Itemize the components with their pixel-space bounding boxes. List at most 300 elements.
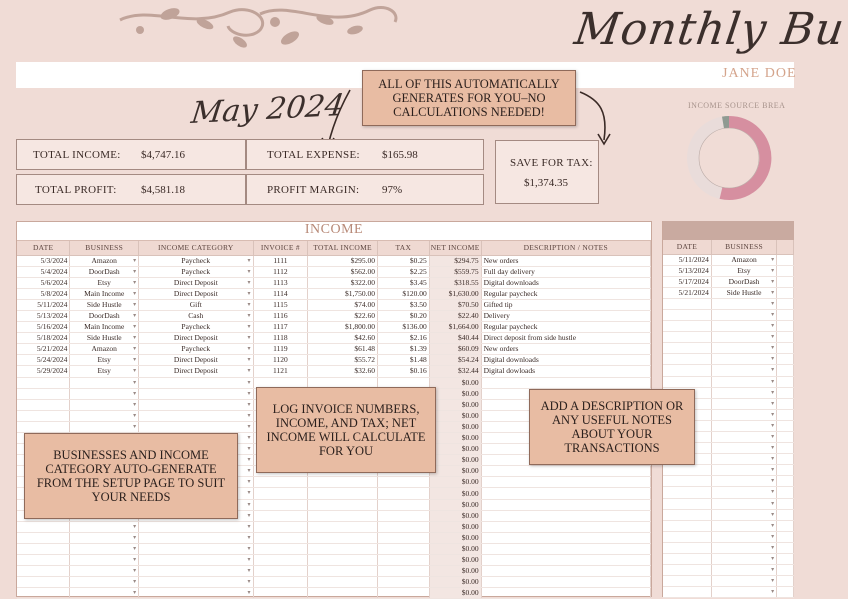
- income-cell[interactable]: $0.00: [429, 388, 481, 399]
- income-cell[interactable]: Digital downloads: [481, 277, 650, 288]
- income-cell[interactable]: [308, 532, 378, 543]
- income-cell[interactable]: [70, 543, 139, 554]
- table-row-empty[interactable]: [663, 332, 794, 343]
- expense-cell[interactable]: Amazon ▾: [711, 254, 776, 265]
- income-cell[interactable]: Etsy ▾: [70, 366, 139, 377]
- income-cell[interactable]: [17, 588, 70, 599]
- income-cell[interactable]: [139, 388, 253, 399]
- income-cell[interactable]: Regular paycheck: [481, 322, 650, 333]
- expense-cell[interactable]: [663, 509, 711, 520]
- expense-cell[interactable]: [711, 321, 776, 332]
- income-cell[interactable]: Amazon ▾: [70, 255, 139, 266]
- income-cell[interactable]: [139, 399, 253, 410]
- income-cell[interactable]: [139, 555, 253, 566]
- income-cell[interactable]: $1,630.00: [429, 288, 481, 299]
- income-cell[interactable]: [481, 510, 650, 521]
- income-cell[interactable]: 1119: [253, 344, 308, 355]
- expense-cell[interactable]: [777, 554, 794, 565]
- table-row[interactable]: [663, 287, 794, 298]
- income-cell[interactable]: [308, 521, 378, 532]
- income-cell[interactable]: [308, 543, 378, 554]
- expense-cell[interactable]: 5/21/2024: [663, 287, 711, 298]
- expense-cell[interactable]: [663, 576, 711, 587]
- expense-cell[interactable]: [711, 332, 776, 343]
- income-cell[interactable]: Paycheck ▾: [139, 255, 253, 266]
- income-cell[interactable]: $0.00: [429, 566, 481, 577]
- income-cell[interactable]: $0.00: [429, 455, 481, 466]
- income-cell[interactable]: [481, 466, 650, 477]
- income-cell[interactable]: [70, 532, 139, 543]
- income-cell[interactable]: [253, 566, 308, 577]
- income-cell[interactable]: [17, 532, 70, 543]
- income-cell[interactable]: [70, 566, 139, 577]
- income-cell[interactable]: DoorDash ▾: [70, 266, 139, 277]
- income-cell[interactable]: $0.00: [429, 555, 481, 566]
- expense-cell[interactable]: [777, 587, 794, 598]
- income-cell[interactable]: [17, 421, 70, 432]
- expense-cell[interactable]: [663, 476, 711, 487]
- income-cell[interactable]: Direct Deposit ▾: [139, 288, 253, 299]
- expense-cell[interactable]: [711, 432, 776, 443]
- income-cell[interactable]: DoorDash ▾: [70, 310, 139, 321]
- income-cell[interactable]: [377, 588, 429, 599]
- income-cell[interactable]: [253, 588, 308, 599]
- expense-cell[interactable]: [711, 531, 776, 542]
- income-cell[interactable]: [253, 510, 308, 521]
- income-cell[interactable]: [139, 421, 253, 432]
- expense-cell[interactable]: [777, 332, 794, 343]
- expense-cell[interactable]: [663, 332, 711, 343]
- income-cell[interactable]: 5/13/2024: [17, 310, 70, 321]
- income-cell[interactable]: Delivery: [481, 310, 650, 321]
- expense-cell[interactable]: [777, 432, 794, 443]
- income-cell[interactable]: [17, 399, 70, 410]
- income-cell[interactable]: $0.00: [429, 543, 481, 554]
- expense-cell[interactable]: [711, 542, 776, 553]
- table-row-empty[interactable]: [663, 565, 794, 576]
- expense-cell[interactable]: Etsy ▾: [711, 265, 776, 276]
- income-cell[interactable]: [253, 488, 308, 499]
- income-cell[interactable]: $1.39: [377, 344, 429, 355]
- income-cell[interactable]: [481, 555, 650, 566]
- expense-cell[interactable]: [777, 309, 794, 320]
- table-row[interactable]: [17, 255, 651, 266]
- expense-cell[interactable]: [777, 365, 794, 376]
- expense-cell[interactable]: Side Hustle ▾: [711, 287, 776, 298]
- expense-cell[interactable]: [663, 309, 711, 320]
- expense-cell[interactable]: [663, 520, 711, 531]
- income-cell[interactable]: Direct Deposit ▾: [139, 277, 253, 288]
- income-cell[interactable]: [70, 588, 139, 599]
- expense-cell[interactable]: [777, 420, 794, 431]
- income-cell[interactable]: [308, 588, 378, 599]
- income-cell[interactable]: [70, 410, 139, 421]
- income-cell[interactable]: $318.55: [429, 277, 481, 288]
- table-row-empty[interactable]: [663, 487, 794, 498]
- income-cell[interactable]: $1,800.00: [308, 322, 378, 333]
- income-cell[interactable]: Main Income ▾: [70, 288, 139, 299]
- income-cell[interactable]: $1,664.00: [429, 322, 481, 333]
- expense-cell[interactable]: [777, 520, 794, 531]
- table-row-empty[interactable]: [663, 476, 794, 487]
- table-row[interactable]: [17, 277, 651, 288]
- expense-cell[interactable]: [777, 542, 794, 553]
- income-cell[interactable]: [17, 377, 70, 388]
- income-cell[interactable]: [481, 477, 650, 488]
- income-cell[interactable]: [481, 499, 650, 510]
- income-cell[interactable]: [308, 577, 378, 588]
- table-row-empty[interactable]: [663, 354, 794, 365]
- expense-cell[interactable]: [711, 398, 776, 409]
- income-cell[interactable]: $61.48: [308, 344, 378, 355]
- income-cell[interactable]: [481, 532, 650, 543]
- income-cell[interactable]: $0.00: [429, 499, 481, 510]
- income-cell[interactable]: [139, 543, 253, 554]
- income-cell[interactable]: [139, 410, 253, 421]
- income-cell[interactable]: [70, 388, 139, 399]
- income-cell[interactable]: $295.00: [308, 255, 378, 266]
- expense-cell[interactable]: [711, 509, 776, 520]
- income-cell[interactable]: [308, 499, 378, 510]
- table-row[interactable]: [17, 366, 651, 377]
- income-cell[interactable]: Paycheck ▾: [139, 344, 253, 355]
- income-cell[interactable]: [70, 421, 139, 432]
- expense-cell[interactable]: [777, 576, 794, 587]
- expense-cell[interactable]: [663, 542, 711, 553]
- income-cell[interactable]: 1111: [253, 255, 308, 266]
- income-cell[interactable]: Main Income ▾: [70, 322, 139, 333]
- income-cell[interactable]: Direct Deposit ▾: [139, 333, 253, 344]
- expense-cell[interactable]: [711, 554, 776, 565]
- income-cell[interactable]: Full day delivery: [481, 266, 650, 277]
- expense-cell[interactable]: DoorDash ▾: [711, 276, 776, 287]
- income-cell[interactable]: 1121: [253, 366, 308, 377]
- income-cell[interactable]: 1116: [253, 310, 308, 321]
- income-cell[interactable]: [17, 566, 70, 577]
- table-row-empty[interactable]: [663, 321, 794, 332]
- income-cell[interactable]: [70, 555, 139, 566]
- income-cell[interactable]: $120.00: [377, 288, 429, 299]
- income-cell[interactable]: $40.44: [429, 333, 481, 344]
- expense-cell[interactable]: [777, 398, 794, 409]
- income-cell[interactable]: 5/8/2024: [17, 288, 70, 299]
- income-cell[interactable]: [17, 410, 70, 421]
- expense-cell[interactable]: [663, 376, 711, 387]
- expense-cell[interactable]: [663, 498, 711, 509]
- income-cell[interactable]: Direct Deposit ▾: [139, 366, 253, 377]
- income-cell[interactable]: Digital dowloads: [481, 366, 650, 377]
- table-row-empty[interactable]: [17, 566, 651, 577]
- table-row-empty[interactable]: [663, 376, 794, 387]
- table-row[interactable]: [663, 265, 794, 276]
- table-row-empty[interactable]: [17, 521, 651, 532]
- expense-cell[interactable]: [777, 531, 794, 542]
- income-cell[interactable]: Etsy ▾: [70, 355, 139, 366]
- income-cell[interactable]: [481, 521, 650, 532]
- table-row-empty[interactable]: [663, 520, 794, 531]
- expense-cell[interactable]: [777, 387, 794, 398]
- expense-cell[interactable]: [663, 487, 711, 498]
- income-cell[interactable]: $22.40: [429, 310, 481, 321]
- income-cell[interactable]: [308, 566, 378, 577]
- income-cell[interactable]: $22.60: [308, 310, 378, 321]
- income-cell[interactable]: $74.00: [308, 299, 378, 310]
- table-row-empty[interactable]: [663, 542, 794, 553]
- income-cell[interactable]: Paycheck ▾: [139, 266, 253, 277]
- income-cell[interactable]: $0.00: [429, 466, 481, 477]
- income-cell[interactable]: [377, 488, 429, 499]
- table-row-empty[interactable]: [663, 587, 794, 598]
- income-cell[interactable]: $322.00: [308, 277, 378, 288]
- expense-cell[interactable]: [711, 298, 776, 309]
- expense-cell[interactable]: [777, 476, 794, 487]
- expense-cell[interactable]: [777, 565, 794, 576]
- table-row[interactable]: [17, 322, 651, 333]
- table-row-empty[interactable]: [663, 343, 794, 354]
- table-row[interactable]: [17, 333, 651, 344]
- expense-cell[interactable]: [663, 321, 711, 332]
- table-row-empty[interactable]: [17, 588, 651, 599]
- income-cell[interactable]: [17, 555, 70, 566]
- income-cell[interactable]: 5/4/2024: [17, 266, 70, 277]
- income-cell[interactable]: Digital downloads: [481, 355, 650, 366]
- expense-cell[interactable]: [663, 465, 711, 476]
- income-cell[interactable]: $0.00: [429, 477, 481, 488]
- expense-cell[interactable]: [663, 354, 711, 365]
- income-cell[interactable]: $2.16: [377, 333, 429, 344]
- income-cell[interactable]: $3.50: [377, 299, 429, 310]
- income-cell[interactable]: $0.00: [429, 521, 481, 532]
- income-cell[interactable]: $0.00: [429, 510, 481, 521]
- income-cell[interactable]: Side Hustle ▾: [70, 299, 139, 310]
- table-row[interactable]: [17, 299, 651, 310]
- expense-cell[interactable]: [777, 254, 794, 265]
- income-cell[interactable]: 5/6/2024: [17, 277, 70, 288]
- income-cell[interactable]: $54.24: [429, 355, 481, 366]
- expense-cell[interactable]: [777, 298, 794, 309]
- expense-cell[interactable]: [663, 587, 711, 598]
- table-row[interactable]: [17, 288, 651, 299]
- expense-cell[interactable]: 5/13/2024: [663, 265, 711, 276]
- income-cell[interactable]: Gifted tip: [481, 299, 650, 310]
- table-row[interactable]: [17, 310, 651, 321]
- income-cell[interactable]: Amazon ▾: [70, 344, 139, 355]
- income-cell[interactable]: $0.00: [429, 588, 481, 599]
- income-cell[interactable]: Direct deposit from side hustle: [481, 333, 650, 344]
- income-cell[interactable]: [377, 543, 429, 554]
- expense-cell[interactable]: [711, 420, 776, 431]
- income-cell[interactable]: [308, 477, 378, 488]
- income-cell[interactable]: [139, 377, 253, 388]
- income-cell[interactable]: $3.45: [377, 277, 429, 288]
- income-cell[interactable]: 1113: [253, 277, 308, 288]
- income-cell[interactable]: Cash ▾: [139, 310, 253, 321]
- income-cell[interactable]: $0.00: [429, 577, 481, 588]
- expense-cell[interactable]: [663, 531, 711, 542]
- income-cell[interactable]: $0.00: [429, 377, 481, 388]
- income-cell[interactable]: Regular paycheck: [481, 288, 650, 299]
- income-cell[interactable]: [70, 377, 139, 388]
- income-cell[interactable]: $0.00: [429, 488, 481, 499]
- expense-cell[interactable]: [777, 376, 794, 387]
- income-cell[interactable]: [377, 477, 429, 488]
- income-cell[interactable]: [70, 521, 139, 532]
- income-cell[interactable]: 5/16/2024: [17, 322, 70, 333]
- income-cell[interactable]: [253, 555, 308, 566]
- expense-cell[interactable]: [711, 354, 776, 365]
- income-cell[interactable]: $0.16: [377, 366, 429, 377]
- income-cell[interactable]: 5/11/2024: [17, 299, 70, 310]
- expense-cell[interactable]: [777, 465, 794, 476]
- table-row-empty[interactable]: [663, 309, 794, 320]
- income-cell[interactable]: [481, 566, 650, 577]
- expense-cell[interactable]: [777, 509, 794, 520]
- table-row-empty[interactable]: [663, 298, 794, 309]
- expense-cell[interactable]: [711, 387, 776, 398]
- expense-cell[interactable]: [777, 354, 794, 365]
- income-cell[interactable]: New orders: [481, 344, 650, 355]
- expense-cell[interactable]: [711, 309, 776, 320]
- income-cell[interactable]: $136.00: [377, 322, 429, 333]
- income-cell[interactable]: [481, 543, 650, 554]
- income-cell[interactable]: $0.25: [377, 255, 429, 266]
- table-row[interactable]: [663, 276, 794, 287]
- income-cell[interactable]: [253, 532, 308, 543]
- expense-cell[interactable]: [711, 487, 776, 498]
- table-row[interactable]: [17, 344, 651, 355]
- table-row-empty[interactable]: [663, 465, 794, 476]
- income-cell[interactable]: $60.09: [429, 344, 481, 355]
- table-row-empty[interactable]: [663, 365, 794, 376]
- table-row-empty[interactable]: [663, 554, 794, 565]
- expense-cell[interactable]: [777, 443, 794, 454]
- income-cell[interactable]: 1115: [253, 299, 308, 310]
- income-cell[interactable]: [308, 555, 378, 566]
- income-cell[interactable]: Paycheck ▾: [139, 322, 253, 333]
- expense-cell[interactable]: 5/17/2024: [663, 276, 711, 287]
- income-cell[interactable]: [70, 399, 139, 410]
- table-row[interactable]: [17, 266, 651, 277]
- expense-cell[interactable]: [777, 343, 794, 354]
- income-cell[interactable]: 1114: [253, 288, 308, 299]
- income-cell[interactable]: [481, 577, 650, 588]
- expense-cell[interactable]: [711, 365, 776, 376]
- table-row-empty[interactable]: [663, 498, 794, 509]
- income-cell[interactable]: 1112: [253, 266, 308, 277]
- expense-cell[interactable]: [777, 265, 794, 276]
- income-cell[interactable]: [139, 532, 253, 543]
- income-cell[interactable]: [139, 566, 253, 577]
- table-row-empty[interactable]: [17, 543, 651, 554]
- income-cell[interactable]: [253, 543, 308, 554]
- table-row[interactable]: [17, 355, 651, 366]
- income-cell[interactable]: $32.44: [429, 366, 481, 377]
- expense-cell[interactable]: [711, 443, 776, 454]
- income-cell[interactable]: $559.75: [429, 266, 481, 277]
- income-cell[interactable]: 5/24/2024: [17, 355, 70, 366]
- income-cell[interactable]: $0.20: [377, 310, 429, 321]
- income-cell[interactable]: $1,750.00: [308, 288, 378, 299]
- expense-cell[interactable]: [777, 487, 794, 498]
- table-row-empty[interactable]: [17, 532, 651, 543]
- expense-cell[interactable]: [711, 498, 776, 509]
- expense-cell[interactable]: [711, 520, 776, 531]
- income-cell[interactable]: [253, 477, 308, 488]
- table-row-empty[interactable]: [17, 555, 651, 566]
- expense-cell[interactable]: [711, 343, 776, 354]
- income-cell[interactable]: $55.72: [308, 355, 378, 366]
- expense-cell[interactable]: [777, 409, 794, 420]
- income-cell[interactable]: [377, 577, 429, 588]
- income-cell[interactable]: [139, 577, 253, 588]
- table-row-empty[interactable]: [663, 509, 794, 520]
- income-cell[interactable]: Side Hustle ▾: [70, 333, 139, 344]
- income-cell[interactable]: $42.60: [308, 333, 378, 344]
- expense-cell[interactable]: [777, 498, 794, 509]
- income-cell[interactable]: $562.00: [308, 266, 378, 277]
- income-cell[interactable]: [139, 588, 253, 599]
- income-cell[interactable]: [308, 510, 378, 521]
- income-cell[interactable]: [377, 532, 429, 543]
- expense-cell[interactable]: [711, 576, 776, 587]
- income-cell[interactable]: Direct Deposit ▾: [139, 355, 253, 366]
- table-row-empty[interactable]: [663, 531, 794, 542]
- income-cell[interactable]: [139, 521, 253, 532]
- income-cell[interactable]: 5/3/2024: [17, 255, 70, 266]
- income-cell[interactable]: 5/21/2024: [17, 344, 70, 355]
- expense-cell[interactable]: [711, 565, 776, 576]
- income-cell[interactable]: $0.00: [429, 444, 481, 455]
- expense-cell[interactable]: [711, 376, 776, 387]
- expense-cell[interactable]: [777, 454, 794, 465]
- income-cell[interactable]: 5/18/2024: [17, 333, 70, 344]
- income-cell[interactable]: [253, 521, 308, 532]
- income-cell[interactable]: 1118: [253, 333, 308, 344]
- income-cell[interactable]: $2.25: [377, 266, 429, 277]
- income-cell[interactable]: $0.00: [429, 433, 481, 444]
- income-cell[interactable]: [481, 588, 650, 599]
- income-cell[interactable]: [481, 377, 650, 388]
- expense-cell[interactable]: [663, 554, 711, 565]
- income-cell[interactable]: [70, 577, 139, 588]
- income-cell[interactable]: [481, 488, 650, 499]
- income-cell[interactable]: 5/29/2024: [17, 366, 70, 377]
- income-cell[interactable]: [377, 499, 429, 510]
- income-cell[interactable]: [253, 499, 308, 510]
- income-cell[interactable]: [253, 577, 308, 588]
- expense-cell[interactable]: 5/11/2024: [663, 254, 711, 265]
- income-cell[interactable]: $32.60: [308, 366, 378, 377]
- table-row[interactable]: [663, 254, 794, 265]
- expense-cell[interactable]: [663, 298, 711, 309]
- income-cell[interactable]: $1.48: [377, 355, 429, 366]
- income-cell[interactable]: [377, 566, 429, 577]
- table-row-empty[interactable]: [17, 577, 651, 588]
- expense-cell[interactable]: [711, 465, 776, 476]
- income-cell[interactable]: $0.00: [429, 421, 481, 432]
- income-cell[interactable]: $294.75: [429, 255, 481, 266]
- income-cell[interactable]: Gift ▾: [139, 299, 253, 310]
- income-cell[interactable]: Etsy ▾: [70, 277, 139, 288]
- expense-cell[interactable]: [711, 454, 776, 465]
- income-cell[interactable]: [377, 510, 429, 521]
- income-cell[interactable]: $0.00: [429, 399, 481, 410]
- expense-cell[interactable]: [663, 365, 711, 376]
- expense-cell[interactable]: [777, 276, 794, 287]
- income-cell[interactable]: 1117: [253, 322, 308, 333]
- expense-cell[interactable]: [777, 287, 794, 298]
- income-cell[interactable]: $70.50: [429, 299, 481, 310]
